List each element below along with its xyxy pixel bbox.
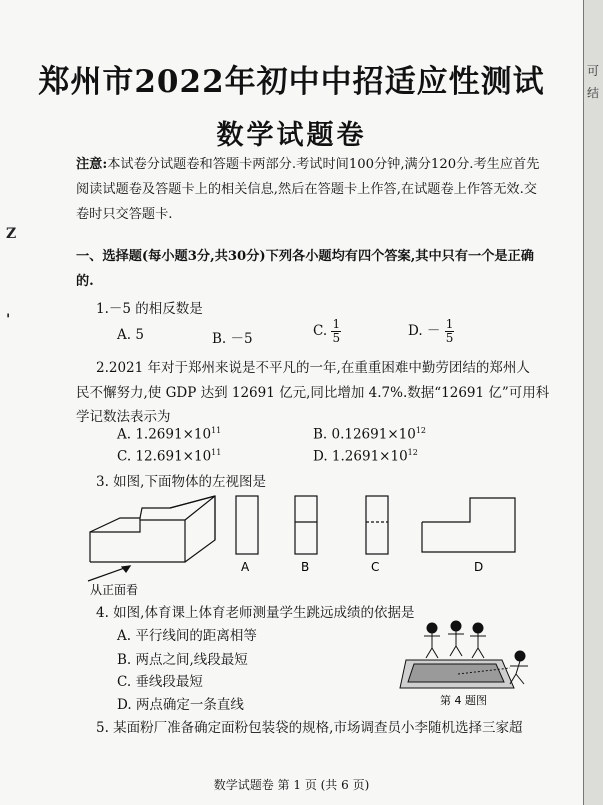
option-text: A. 1.2691×10 bbox=[117, 426, 212, 443]
option-text: B. 0.12691×10 bbox=[313, 426, 416, 443]
q1-option-a: A. 5 bbox=[117, 327, 144, 343]
denominator: 5 bbox=[445, 331, 454, 345]
question-5-stem: 5. 某面粉厂准备确定面粉包装袋的规格,市场调查员小李随机选择三家超 bbox=[96, 720, 523, 736]
view-option-b bbox=[295, 496, 317, 554]
view-arrow bbox=[88, 566, 130, 581]
view-option-d bbox=[422, 498, 515, 552]
q1-option-c-prefix: C. bbox=[313, 323, 328, 339]
long-jump-illustration bbox=[400, 621, 528, 688]
option-text: D. 1.2691×10 bbox=[313, 448, 408, 465]
option-label-c: C bbox=[371, 560, 380, 574]
exponent: 11 bbox=[211, 426, 222, 435]
numerator: 1 bbox=[445, 317, 454, 331]
notice-text: 本试卷分试题卷和答题卡两部分.考试时间100分钟,满分120分.考生应首先阅读试题卷及答题卡上的相关信息,然后在答题卡上作答,在试题卷上作答无效.交卷时只交答题卡. bbox=[76, 157, 540, 222]
next-page-edge bbox=[583, 0, 603, 805]
q2-option-c bbox=[117, 448, 221, 465]
q4-option-b: B. 两点之间,线段最短 bbox=[117, 652, 248, 668]
margin-mark: Z bbox=[6, 226, 17, 242]
exponent: 12 bbox=[407, 448, 418, 457]
option-label-d: D bbox=[474, 560, 484, 574]
q1-option-c bbox=[313, 318, 341, 345]
q4-option-c: C. 垂线段最短 bbox=[117, 674, 203, 690]
option-text: C. 12.691×10 bbox=[117, 448, 212, 465]
q4-option-d: D. 两点确定一条直线 bbox=[117, 697, 244, 713]
exponent: 11 bbox=[211, 448, 222, 457]
q4-figure bbox=[398, 618, 538, 708]
view-option-c bbox=[366, 496, 388, 554]
fraction bbox=[331, 318, 341, 345]
q1-option-b: B. －5 bbox=[212, 331, 253, 347]
edge-char: 可 bbox=[587, 64, 600, 78]
denominator: 5 bbox=[332, 331, 341, 345]
question-3-stem: 3. 如图,下面物体的左视图是 bbox=[96, 474, 266, 490]
option-label-b: B bbox=[301, 560, 310, 574]
q3-figure bbox=[70, 490, 570, 600]
q2-option-b bbox=[313, 426, 426, 443]
q1-option-d bbox=[408, 318, 454, 345]
q2-option-d bbox=[313, 448, 418, 465]
question-2-line: 学记数法表示为 bbox=[76, 409, 171, 425]
question-1-stem: 1.－5 的相反数是 bbox=[96, 301, 203, 317]
exam-subtitle: 数学试题卷 bbox=[216, 120, 367, 151]
fraction bbox=[445, 318, 455, 345]
exponent: 12 bbox=[415, 426, 427, 435]
figure-caption: 第 4 题图 bbox=[440, 694, 487, 707]
figure-caption: 从正面看 bbox=[90, 583, 139, 597]
numerator: 1 bbox=[332, 317, 341, 331]
question-2-line: 2.2021 年对于郑州来说是不平凡的一年,在重重困难中勤劳团结的郑州人 bbox=[96, 360, 530, 376]
q1-option-d-prefix: D. － bbox=[408, 323, 441, 339]
solid-object bbox=[90, 496, 215, 562]
view-option-a bbox=[236, 496, 258, 554]
notice-label: 注意: bbox=[76, 157, 108, 172]
edge-char: 结 bbox=[587, 86, 600, 100]
q2-option-a bbox=[117, 426, 221, 443]
question-2-line: 民不懈努力,使 GDP 达到 12691 亿元,同比增加 4.7%.数据“12691 亿”可用科 bbox=[76, 385, 550, 401]
option-label-a: A bbox=[241, 560, 250, 574]
exam-title: 郑州市2022年初中中招适应性测试 bbox=[38, 64, 545, 100]
q4-option-a: A. 平行线间的距离相等 bbox=[117, 628, 257, 644]
notice-paragraph bbox=[76, 152, 546, 227]
page-footer: 数学试题卷 第 1 页 (共 6 页) bbox=[213, 778, 370, 792]
section-heading: 一、选择题(每小题3分,共30分)下列各小题均有四个答案,其中只有一个是正确的. bbox=[76, 249, 534, 289]
margin-mark: ' bbox=[6, 312, 11, 328]
question-4-stem: 4. 如图,体育课上体育老师测量学生跳远成绩的依据是 bbox=[96, 605, 415, 621]
